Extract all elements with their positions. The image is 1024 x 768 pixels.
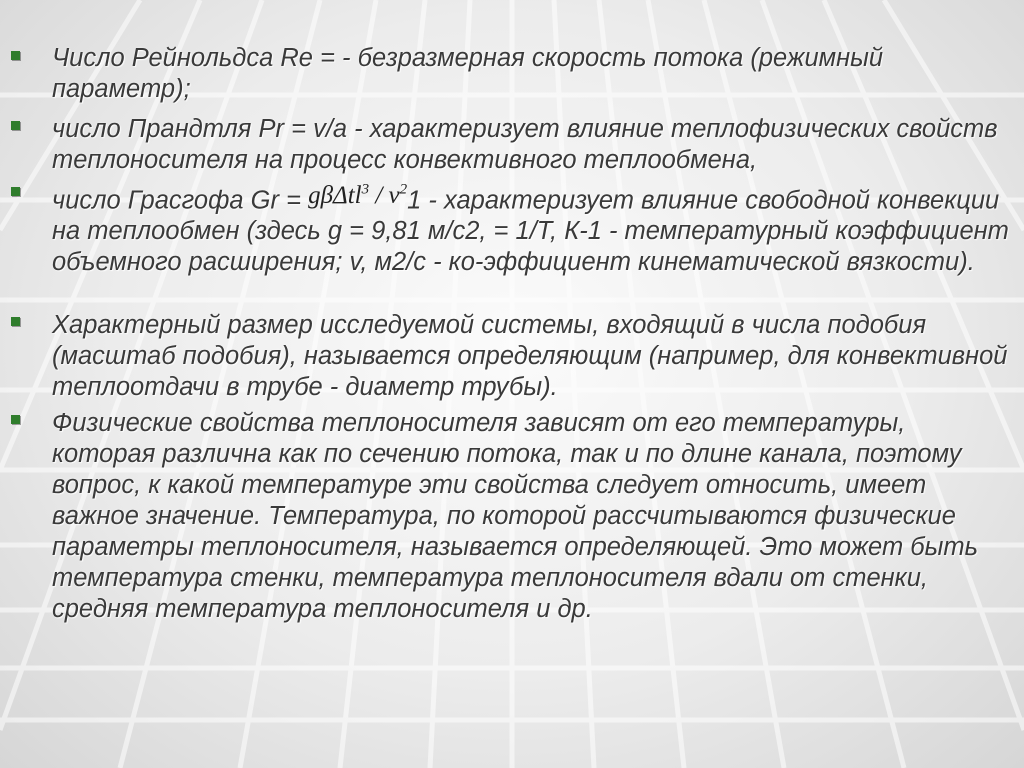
formula-denominator: ν (388, 182, 400, 210)
formula-numerator-exponent: 3 (361, 182, 370, 198)
bullet-prandtl: число Прандтля Pr = v/a - характеризует влияние теплофизических свойств теплоносителя на процесс конвективного теплообмена, (52, 115, 998, 174)
grashof-text-after: 1 - характеризует влияние свободной конвекции на теплообмен (здесь g = 9,81 м/с2, = 1/T, К-1 - температурный коэффициент объемного расширения; v, м2/с - ко-эффициент кинематической вязкости). (52, 186, 1009, 277)
formula-slash: / (369, 182, 389, 210)
bullet-marker-icon (11, 187, 20, 196)
bullet-marker-icon (11, 121, 20, 130)
bullet-characteristic-size: Характерный размер исследуемой системы, входящий в числа подобия (масштаб подобия), называется определяющим (например, для конвективной теплоотдачи в трубе - диаметр трубы). (52, 311, 1008, 401)
formula-denominator-exponent: 2 (399, 182, 408, 198)
bullet-reynolds (52, 43, 1010, 105)
grashof-formula (308, 182, 407, 209)
reynolds-text: Число Рейнольдса Re = - безразмерная скорость потока (режимный параметр); (52, 44, 884, 103)
bullet-marker-icon (11, 51, 20, 60)
formula-numerator: gβΔtl (308, 182, 362, 210)
grashof-text-before: число Грасгофа Gr = (52, 186, 309, 215)
bullet-physical-properties: Физические свойства теплоносителя зависят от его температуры, которая различна как по сечению потока, так и по длине канала, поэтому вопрос, к какой температуре эти свойства следует относить, имеет важное значение. Температура, по которой рассчитываются физические параметры теплоносителя, называется определяющей. Это может быть температура стенки, температура теплоносителя вдали от стенки, средняя температура теплоносителя и др. (52, 409, 979, 623)
bullet-marker-icon (11, 415, 20, 424)
bullet-grashof (52, 180, 1010, 278)
bullet-marker-icon (11, 317, 20, 326)
